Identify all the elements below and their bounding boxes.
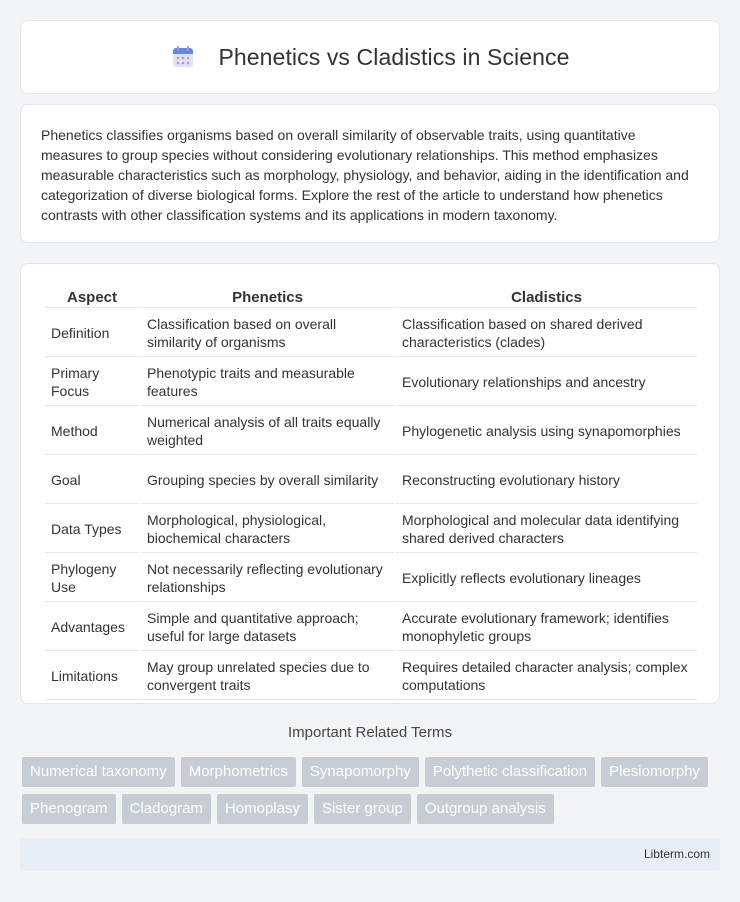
intro-paragraph: Phenetics classifies organisms based on overall similarity of observable traits, using quantitative measures to group species without considering evolutionary relationships. This method emphasizes measurable characteristics such as morphology, physiology, and behavior, aiding in the identification and categorization of diverse biological forms. Explore the rest of the article to understand how phenetics contrasts with other classification systems and its applications in modern taxonomy. — [41, 127, 689, 223]
related-term-tag[interactable]: Polythetic classification — [425, 757, 595, 787]
cell-aspect: Data Types — [45, 506, 139, 553]
table-row — [45, 408, 697, 455]
table-row — [45, 604, 697, 651]
cell-phenetics: May group unrelated species due to convergent traits — [141, 653, 394, 700]
cell-cladistics: Accurate evolutionary framework; identifies monophyletic groups — [396, 604, 697, 651]
related-term-tag[interactable]: Numerical taxonomy — [22, 757, 175, 787]
column-header-aspect: Aspect — [45, 286, 139, 308]
footer — [20, 838, 720, 871]
title-card — [20, 20, 720, 94]
column-header-cladistics: Cladistics — [396, 286, 697, 308]
column-header-phenetics: Phenetics — [141, 286, 394, 308]
cell-aspect: Limitations — [45, 653, 139, 700]
cell-cladistics: Morphological and molecular data identifying shared derived characters — [396, 506, 697, 553]
cell-aspect: Primary Focus — [45, 359, 139, 406]
related-terms-list — [22, 757, 722, 824]
cell-cladistics: Classification based on shared derived characteristics (clades) — [396, 310, 697, 357]
cell-phenetics: Classification based on overall similarity of organisms — [141, 310, 394, 357]
cell-cladistics: Phylogenetic analysis using synapomorphies — [396, 408, 697, 455]
related-term-tag[interactable]: Cladogram — [122, 794, 211, 824]
calendar-icon — [170, 44, 196, 70]
table-row — [45, 555, 697, 602]
table-row — [45, 506, 697, 553]
cell-aspect: Phylogeny Use — [45, 555, 139, 602]
cell-aspect: Method — [45, 408, 139, 455]
cell-phenetics: Numerical analysis of all traits equally weighted — [141, 408, 394, 455]
related-term-tag[interactable]: Homoplasy — [217, 794, 308, 824]
cell-phenetics: Phenotypic traits and measurable features — [141, 359, 394, 406]
related-term-tag[interactable]: Synapomorphy — [302, 757, 419, 787]
related-terms-title: Important Related Terms — [288, 724, 452, 741]
related-term-tag[interactable]: Morphometrics — [181, 757, 296, 787]
cell-cladistics: Evolutionary relationships and ancestry — [396, 359, 697, 406]
cell-phenetics: Not necessarily reflecting evolutionary relationships — [141, 555, 394, 602]
intro-card — [20, 104, 720, 243]
table-row — [45, 359, 697, 406]
cell-aspect: Definition — [45, 310, 139, 357]
cell-phenetics: Simple and quantitative approach; useful for large datasets — [141, 604, 394, 651]
comparison-table-card — [20, 263, 720, 704]
comparison-table — [43, 284, 699, 702]
related-term-tag[interactable]: Phenogram — [22, 794, 116, 824]
cell-aspect: Goal — [45, 457, 139, 504]
table-row — [45, 653, 697, 700]
footer-brand-link[interactable]: Libterm.com — [643, 847, 710, 861]
cell-cladistics: Requires detailed character analysis; complex computations — [396, 653, 697, 700]
cell-phenetics: Grouping species by overall similarity — [141, 457, 394, 504]
cell-phenetics: Morphological, physiological, biochemical characters — [141, 506, 394, 553]
cell-aspect: Advantages — [45, 604, 139, 651]
table-header-row — [45, 286, 697, 308]
related-term-tag[interactable]: Sister group — [314, 794, 411, 824]
cell-cladistics: Explicitly reflects evolutionary lineages — [396, 555, 697, 602]
cell-cladistics: Reconstructing evolutionary history — [396, 457, 697, 504]
page-title: Phenetics vs Cladistics in Science — [218, 43, 570, 70]
related-term-tag[interactable]: Outgroup analysis — [417, 794, 554, 824]
table-row — [45, 310, 697, 357]
related-term-tag[interactable]: Plesiomorphy — [601, 757, 708, 787]
table-row — [45, 457, 697, 504]
